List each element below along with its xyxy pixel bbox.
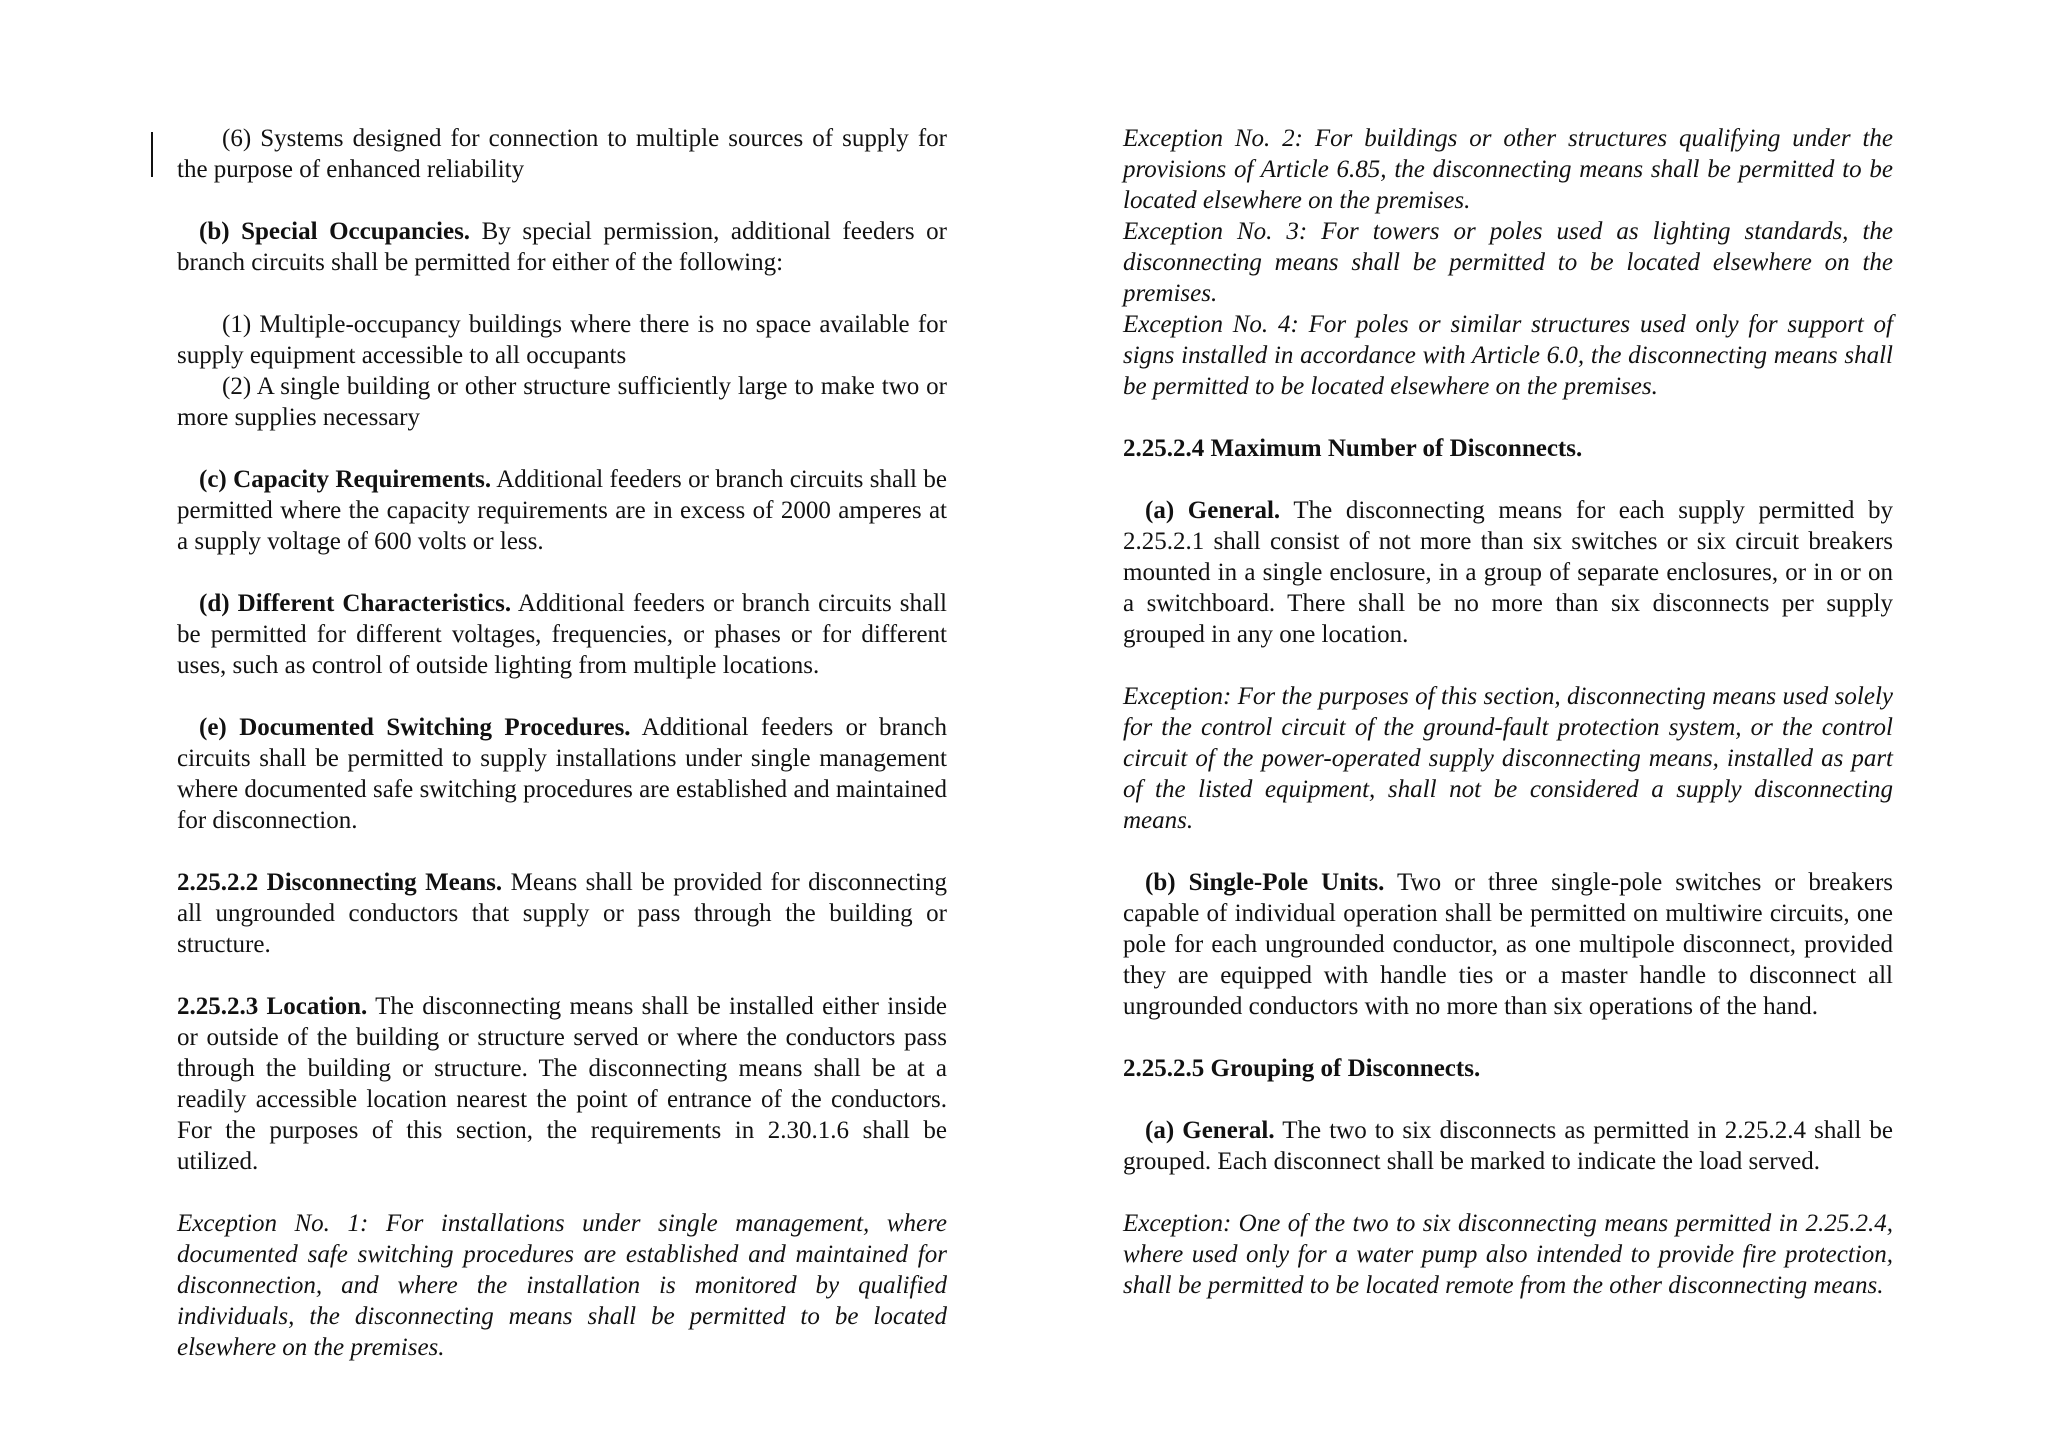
left-column <box>177 123 947 1363</box>
section-heading: (a) General. <box>1145 1117 1275 1144</box>
exception-no-2: Exception No. 2: For buildings or other structures qualifying under the provisions of Article 6.85, the disconnecting means shall be permitted to be located elsewhere on the premises. <box>1123 125 1893 214</box>
section-heading: (b) Single-Pole Units. <box>1145 869 1385 896</box>
section-2-25-2-5-heading <box>1123 1053 1893 1084</box>
section-2-25-2-4-heading <box>1123 433 1893 464</box>
exception-ground-fault: Exception: For the purposes of this section, disconnecting means used solely for the control circuit of the ground-fault protection system, or the control circuit of the power-operated supply disconnecting means, installed as part of the listed equipment, shall not be considered a supply disconnecting means. <box>1123 683 1893 834</box>
list-item-1-multiple-occupancy: (1) Multiple-occupancy buildings where there is no space available for supply equipment accessible to all occupants <box>177 311 947 369</box>
exception-no-3: Exception No. 3: For towers or poles used as lighting standards, the disconnecting means shall be permitted to be located elsewhere on the premises. <box>1123 218 1893 307</box>
section-heading: (a) General. <box>1145 497 1281 524</box>
section-heading: 2.25.2.3 Location. <box>177 993 368 1020</box>
section-heading: 2.25.2.4 Maximum Number of Disconnects. <box>1123 435 1583 462</box>
section-heading: (d) Different Characteristics. <box>199 590 512 617</box>
section-e-documented-switching: (e) Documented Switching Procedures. Additional feeders or branch circuits shall be permitted to supply installations under single management where documented safe switching procedures are established and maintained for disconnection. <box>177 714 947 834</box>
section-2-25-2-2-disconnecting-means: 2.25.2.2 Disconnecting Means. Means shall be provided for disconnecting all ungrounded conductors that supply or pass through the building or structure. <box>177 869 948 958</box>
section-d-different-characteristics: (d) Different Characteristics. Additional feeders or branch circuits shall be permitted for different voltages, frequencies, or phases or for different uses, such as control of outside lighting from multiple locations. <box>177 590 947 679</box>
list-item-6-multiple-sources: (6) Systems designed for connection to multiple sources of supply for the purpose of enhanced reliability <box>177 125 947 183</box>
exception-water-pump: Exception: One of the two to six disconnecting means permitted in 2.25.2.4, where used only for a water pump also intended to provide fire protection, shall be permitted to be located remote from the other disconnecting means. <box>1123 1210 1893 1299</box>
section-heading: (e) Documented Switching Procedures. <box>199 714 631 741</box>
section-b-special-occupancies: (b) Special Occupancies. By special permission, additional feeders or branch circuits shall be permitted for either of the following: <box>177 218 947 276</box>
list-item-2-single-building: (2) A single building or other structure sufficiently large to make two or more supplies necessary <box>177 373 947 431</box>
exception-no-4: Exception No. 4: For poles or similar structures used only for support of signs installed in accordance with Article 6.0, the disconnecting means shall be permitted to be located elsewhere on the premises. <box>1123 311 1893 400</box>
section-heading: 2.25.2.5 Grouping of Disconnects. <box>1123 1055 1481 1082</box>
section-b-single-pole-units: (b) Single-Pole Units. Two or three single-pole switches or breakers capable of individual operation shall be permitted on multiwire circuits, one pole for each ungrounded conductor, as one multipole disconnect, provided they are equipped with handle ties or a master handle to disconnect all ungrounded conductors with no more than six operations of the hand. <box>1123 869 1893 1020</box>
section-heading: (c) Capacity Requirements. <box>199 466 492 493</box>
section-2-25-2-3-location: 2.25.2.3 Location. The disconnecting means shall be installed either inside or outside of the building or structure served or where the conductors pass through the building or structure. The disconnecting means shall be at a readily accessible location nearest the point of entrance of the conductors. For the purposes of this section, the requirements in 2.30.1.6 shall be utilized. <box>177 993 948 1175</box>
section-a-general-max-disconnects: (a) General. The disconnecting means for each supply permitted by 2.25.2.1 shall consist of not more than six switches or six circuit breakers mounted in a single enclosure, in a group of separate enclosures, or in or on a switchboard. There shall be no more than six disconnects per supply grouped in any one location. <box>1123 497 1894 648</box>
section-heading: (b) Special Occupancies. <box>199 218 471 245</box>
section-a-general-grouping: (a) General. The two to six disconnects as permitted in 2.25.2.4 shall be grouped. Each disconnect shall be marked to indicate the load served. <box>1123 1117 1894 1175</box>
revision-change-bar <box>151 132 153 177</box>
section-c-capacity-requirements: (c) Capacity Requirements. Additional feeders or branch circuits shall be permitted where the capacity requirements are in excess of 2000 amperes at a supply voltage of 600 volts or less. <box>177 466 947 555</box>
section-heading: 2.25.2.2 Disconnecting Means. <box>177 869 503 896</box>
right-column <box>1123 123 1893 1301</box>
exception-no-1: Exception No. 1: For installations under single management, where documented safe switching procedures are established and maintained for disconnection, and where the installation is monitored by qualified individuals, the disconnecting means shall be permitted to be located elsewhere on the premises. <box>177 1210 947 1361</box>
